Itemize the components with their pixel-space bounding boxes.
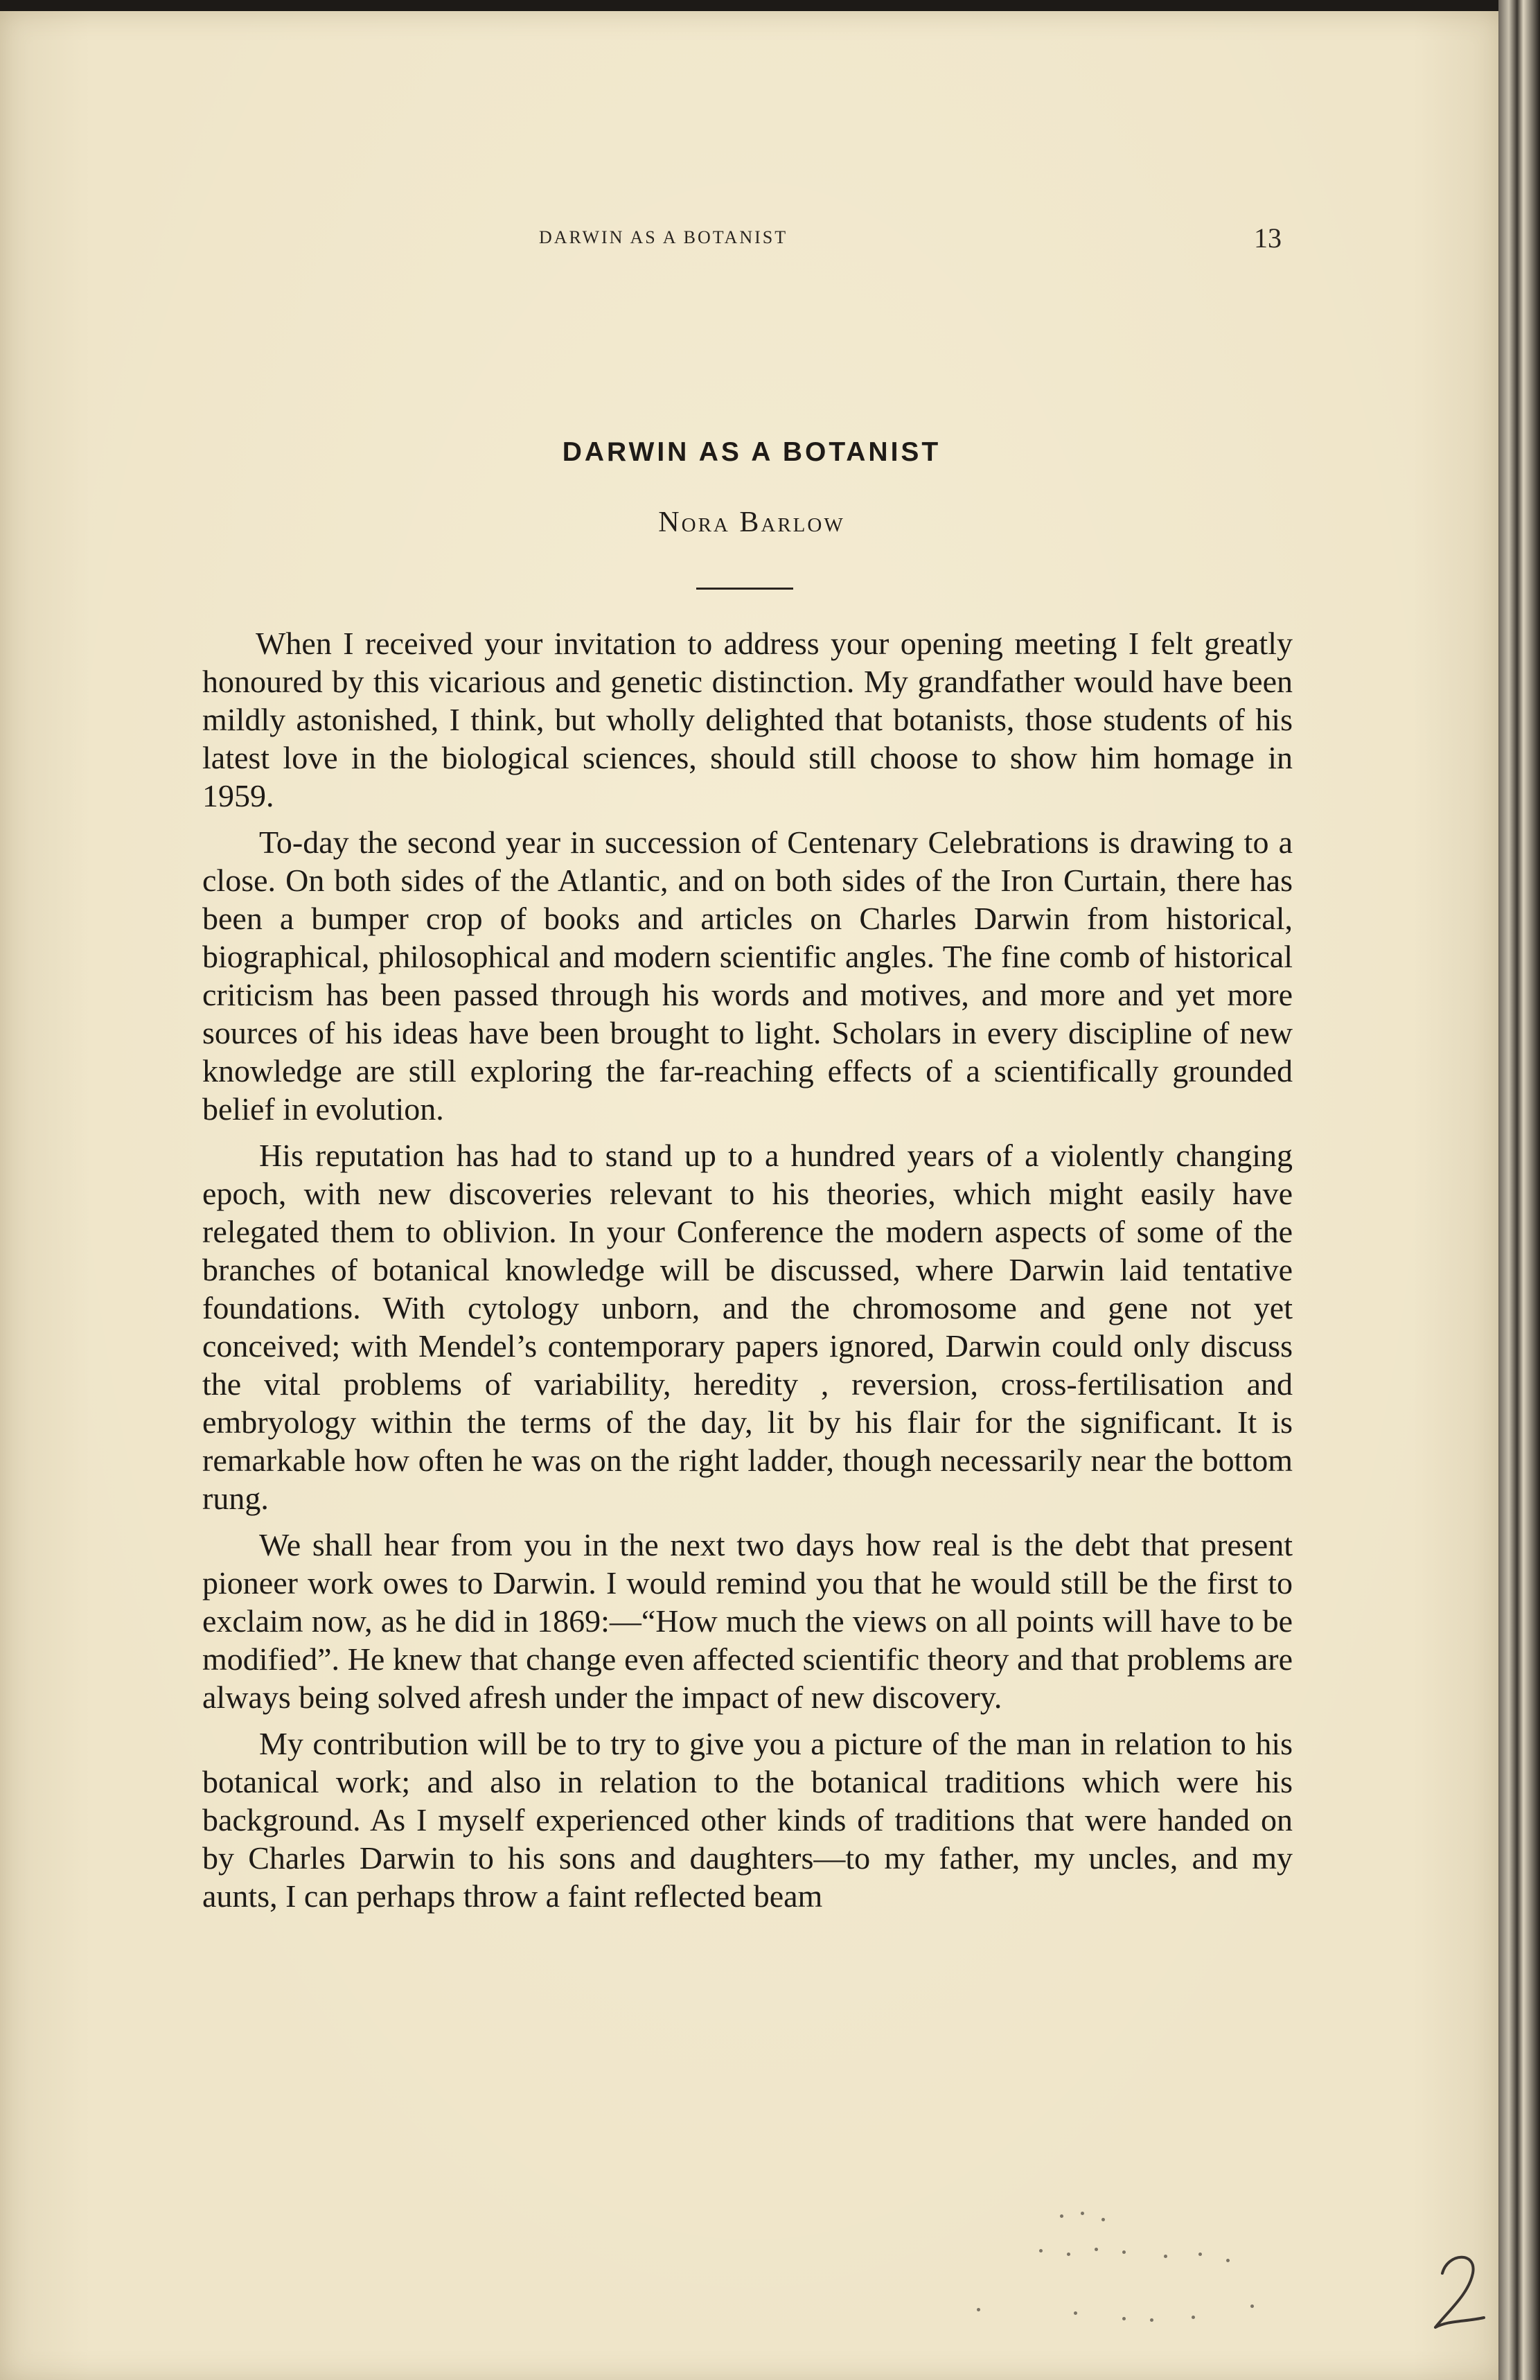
running-head	[0, 222, 1503, 255]
ink-bleed-marks	[998, 2187, 1289, 2325]
running-head-title: DARWIN AS A BOTANIST	[539, 227, 788, 247]
paragraph-5: My contribution will be to try to give you a picture of the man in relation to his botanical work; and also in relation to the botanical traditions which were his background. As I myself experienced other kinds of traditions that were handed on by Charles Darwin to his sons and daughters—to my father, my uncles, and my aunts, I can perhaps throw a faint reflected beam	[202, 1726, 1293, 1914]
paragraph-2: To-day the second year in succession of Centenary Celebrations is drawing to a close. On both sides of the Atlantic, and on both sides of the Iron Curtain, there has been a bumper crop of books and articles on Charles Darwin from historical, biographical, philosophical and modern scientific angles. The fine comb of historical criticism has been passed through his words and motives, and more and yet more sources of his ideas have been brought to light. Scholars in every discipline of new knowledge are still exploring the far-reaching effects of a scientifically grounded belief in evolution.	[202, 825, 1293, 1127]
paragraph-4: We shall hear from you in the next two days how real is the debt that present pioneer work owes to Darwin. I would remind you that he would still be the first to exclaim now, as he did in 1869:—“How much the views on all points will have to be modified”. He knew that change even affected scientific theory and that problems are always being solved afresh under the impact of new discovery.	[202, 1527, 1293, 1715]
handwritten-page-mark	[1427, 2246, 1489, 2343]
paragraph-1: When I received your invitation to address your opening meeting I felt greatly honoured by this vicarious and genetic distinction. My grandfather would have been mildly astonished, I think, but wholly delighted that botanists, those students of his latest love in the biological sciences, should still choose to show him homage in 1959.	[202, 626, 1293, 813]
page-number: 13	[1254, 222, 1282, 254]
article-body	[202, 624, 1293, 1923]
scan-right-edge	[1498, 0, 1540, 2380]
title-divider-rule	[696, 588, 793, 590]
article-title: DARWIN AS A BOTANIST	[562, 437, 941, 467]
paragraph-3: His reputation has had to stand up to a hundred years of a violently changing epoch, with new discoveries relevant to his theories, which might easily have relegated them to oblivion. In your Conference the modern aspects of some of the branches of botanical knowledge will be discussed, where Darwin laid tentative foundations. With cytology unborn, and the chromosome and gene not yet conceived; with Mendel’s contemporary papers ignored, Darwin could only discuss the vital problems of variability, heredity , reversion, cross-fertilisation and embryology within the terms of the day, lit by his flair for the significant. It is remarkable how often he was on the right ladder, though necessarily near the bottom rung.	[202, 1138, 1293, 1516]
book-page	[0, 11, 1503, 2380]
article-author: Nora Barlow	[658, 506, 845, 538]
